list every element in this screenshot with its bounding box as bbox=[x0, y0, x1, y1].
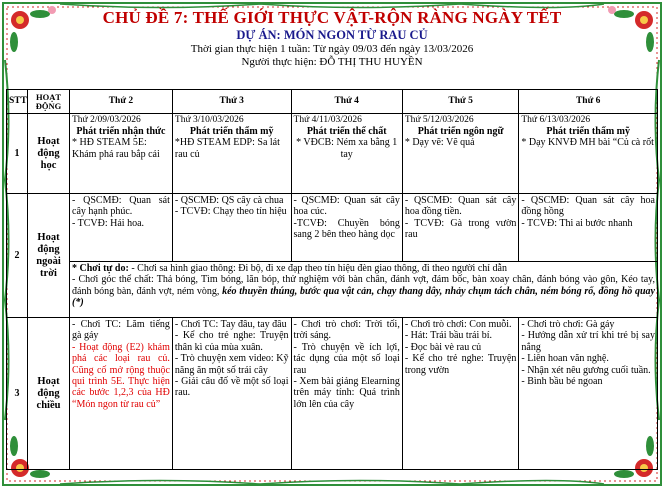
cell-line: - TCVĐ: Chạy theo tín hiệu bbox=[174, 206, 287, 218]
col-day: Thứ 6 bbox=[519, 90, 658, 114]
corners-bold: kéo thuyền thúng, bước qua vật cản, chạy thang dây, nhảy chụm tách chân, ném bóng rổ, đồng hồ quay (*) bbox=[72, 285, 655, 309]
cell-line: - QSCMĐ: QS cây cà chua bbox=[174, 195, 284, 206]
teacher-name: Người thực hiện: ĐỖ THỊ THU HUYỀN bbox=[241, 56, 423, 68]
page-title: CHỦ ĐỀ 7: THẾ GIỚI THỰC VẬT-RỘN RÀNG NGÀY TẾT bbox=[102, 8, 562, 27]
activity-name: Hoạt động ngoài trời bbox=[28, 194, 70, 318]
cell-area: Phát triển ngôn ngữ bbox=[417, 126, 504, 138]
cell-text: *HĐ STEAM EDP: Sa lát rau củ bbox=[174, 137, 280, 160]
col-stt: STT bbox=[7, 90, 28, 114]
cell-line: - QSCMĐ: Quan sát cây hoa đồng hồng bbox=[521, 195, 655, 218]
row-number: 3 bbox=[7, 318, 28, 470]
cell-line: - QSCMĐ: Quan sát cây hoa đồng tiền. bbox=[404, 195, 517, 218]
cell-line: -TCVĐ: Chuyền bóng sang 2 bên theo hàng dọc bbox=[293, 217, 400, 241]
cell-text: * Dạy vẽ: Vẽ quả bbox=[404, 137, 475, 149]
cell-date: Thứ 4/11/03/2026 bbox=[293, 115, 362, 125]
col-day: Thứ 2 bbox=[70, 90, 173, 114]
cell-text: * VĐCB: Ném xa bằng 1 tay bbox=[296, 137, 398, 160]
cell-line: - QSCMĐ: Quan sát cây hoa cúc. bbox=[293, 195, 400, 218]
plan-cell bbox=[291, 114, 402, 194]
cell-area: Phát triển thể chất bbox=[306, 126, 387, 138]
plan-cell: - Chơi trò chơi: Con muỗi. - Hát: Trái bầu trái bí. - Đọc bài vè rau củ - Kể cho trẻ nghe: Truyện trong vườn bbox=[402, 318, 519, 470]
plan-cell bbox=[70, 194, 173, 262]
cell-line: - TCVĐ: Gà trong vườn rau bbox=[404, 217, 517, 241]
cell-line: - TCVĐ: Thi ai bước nhanh bbox=[521, 217, 633, 229]
cell-line: - QSCMĐ: Quan sát cây hạnh phúc. bbox=[72, 195, 170, 218]
row-number: 1 bbox=[7, 114, 28, 194]
table-row bbox=[7, 114, 658, 194]
vine-bottom bbox=[60, 481, 604, 485]
cell-text: * Dạy KNVĐ MH bài “Củ cà rốt bbox=[521, 137, 654, 149]
plan-cell bbox=[172, 194, 291, 262]
corners-line bbox=[72, 274, 655, 308]
cell-line: - TCVĐ: Hái hoa. bbox=[72, 217, 145, 229]
plan-cell bbox=[172, 114, 291, 194]
plan-cell bbox=[519, 194, 658, 262]
vine-top bbox=[60, 4, 604, 8]
row-number: 2 bbox=[7, 194, 28, 318]
free-play-cell bbox=[70, 262, 658, 318]
cell-text: * HĐ STEAM 5E: Khám phá rau bắp cải bbox=[72, 137, 160, 160]
plan-cell bbox=[519, 114, 658, 194]
cell-line-highlight: - Hoạt động (E2) khám phá các loại rau củ. Cũng cố mở rộng thuộc qui trình 5E. Thực hiện các bước 1,2,3 của HĐ “Món ngon từ rau củ” bbox=[72, 341, 170, 410]
cell-area: Phát triển thẩm mỹ bbox=[189, 126, 274, 138]
plan-cell bbox=[291, 194, 402, 262]
cell-date: Thứ 2/09/03/2026 bbox=[72, 115, 141, 125]
activity-name: Hoạt động học bbox=[28, 114, 70, 194]
header bbox=[26, 8, 638, 69]
free-play-label: * Chơi tự do: bbox=[72, 263, 129, 274]
plan-cell bbox=[70, 114, 173, 194]
cell-line: - Chơi TC: Lăm tiếng gà gáy bbox=[72, 319, 170, 342]
table-row bbox=[7, 194, 658, 262]
cell-area: Phát triển nhận thức bbox=[76, 126, 166, 138]
table-row bbox=[7, 318, 658, 470]
col-day: Thứ 4 bbox=[291, 90, 402, 114]
table-row bbox=[7, 262, 658, 318]
free-play-text: - Chơi sa hình giao thông: Đi bộ, đi xe đạp theo tín hiệu đèn giao thông, đi theo người chỉ dẫn bbox=[128, 263, 507, 274]
plan-cell: - Chơi trò chơi: Trời tối, trời sáng. - Trò chuyện về ích lợi, tác dụng của một số loại rau - Xem bài giảng Elearning trên máy tính: Quá trình lớn lên của cây bbox=[291, 318, 402, 470]
plan-cell bbox=[70, 318, 173, 470]
plan-cell: - Chơi TC: Tay đâu, tay đâu - Kể cho trẻ nghe: Truyện thân kì của mùa xuân. - Trò chuyện xem video: Kỹ năng ăn một số trái cây - Giải câu đố về một số loại rau. bbox=[172, 318, 291, 470]
cell-date: Thứ 6/13/03/2026 bbox=[521, 115, 591, 125]
project-name: DỰ ÁN: MÓN NGON TỪ RAU CỦ bbox=[236, 28, 428, 42]
weekly-plan-table bbox=[6, 89, 658, 470]
col-activity: HOẠT ĐỘNG bbox=[28, 90, 70, 114]
cell-date: Thứ 3/10/03/2026 bbox=[174, 115, 244, 125]
plan-cell bbox=[402, 194, 519, 262]
activity-name: Hoạt động chiều bbox=[28, 318, 70, 470]
table-header-row bbox=[7, 90, 658, 114]
cell-date: Thứ 5/12/03/2026 bbox=[404, 115, 474, 125]
col-day: Thứ 5 bbox=[402, 90, 519, 114]
plan-cell bbox=[402, 114, 519, 194]
col-day: Thứ 3 bbox=[172, 90, 291, 114]
plan-cell: - Chơi trò chơi: Gà gáy - Hướng dẫn xử trí khi trẻ bị say nắng - Liên hoan văn nghệ. - Nhận xét nêu gương cuối tuần. - Bình bầu bé ngoan bbox=[519, 318, 658, 470]
corners-text: - Chơi góc thể chất: Thả bóng, Tìm bóng, lăn bóp, thử nghiệm với bàn chân, đánh vợt, đám bốc, bàn xoay chân, đánh bóng vào gôn, Kéo tay, đánh bóng bàn, đánh vợt, ném vòng, bbox=[72, 274, 655, 297]
free-play-line bbox=[72, 263, 655, 274]
timeframe: Thời gian thực hiện 1 tuần: Từ ngày 09/03 đến ngày 13/03/2026 bbox=[190, 43, 474, 55]
cell-area: Phát triển thẩm mỹ bbox=[546, 126, 630, 138]
